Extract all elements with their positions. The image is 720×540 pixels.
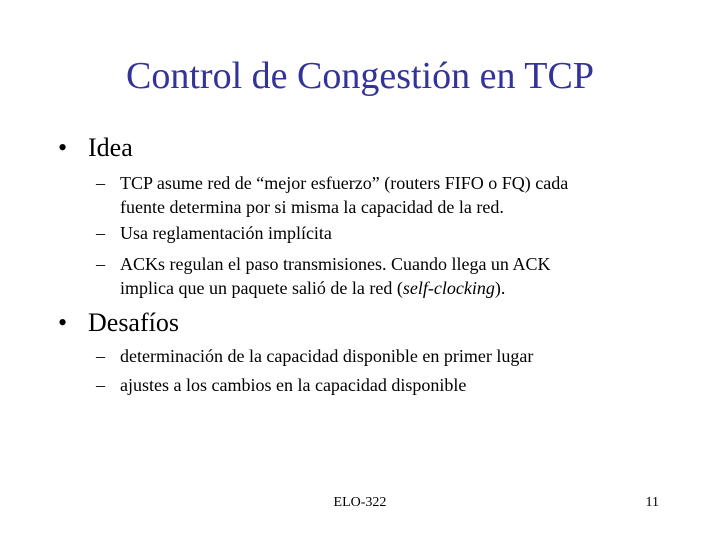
slide-title: Control de Congestión en TCP [126,55,594,97]
bullet-symbol: • [58,133,68,162]
dash-symbol: – [96,375,105,395]
sub-bullet-text: TCP asume red de “mejor esfuerzo” (routers FIFO o FQ) cada [120,173,569,193]
sub-bullet-text: determinación de la capacidad disponible en primer lugar [120,346,534,366]
dash-symbol: – [96,223,105,243]
sub-bullet-text-mixed: implica que un paquete salió de la red (self-clocking). [120,278,506,298]
bullet-heading-desafios: Desafíos [88,308,179,337]
dash-symbol: – [96,254,105,274]
dash-symbol: – [96,346,105,366]
footer-page-number: 11 [645,495,659,510]
footer-course-code: ELO-322 [333,495,387,510]
sub-bullet-text: ACKs regulan el paso transmisiones. Cuando llega un ACK [120,254,551,274]
dash-symbol: – [96,173,105,193]
sub-bullet-text: Usa reglamentación implícita [120,223,332,243]
sub-bullet-text: fuente determina por si misma la capacidad de la red. [120,197,504,217]
sub-bullet-text: ajustes a los cambios en la capacidad disponible [120,375,467,395]
bullet-symbol: • [58,308,68,337]
emphasis-self-clocking: self-clocking [402,278,495,298]
bullet-heading-idea: Idea [88,133,133,162]
